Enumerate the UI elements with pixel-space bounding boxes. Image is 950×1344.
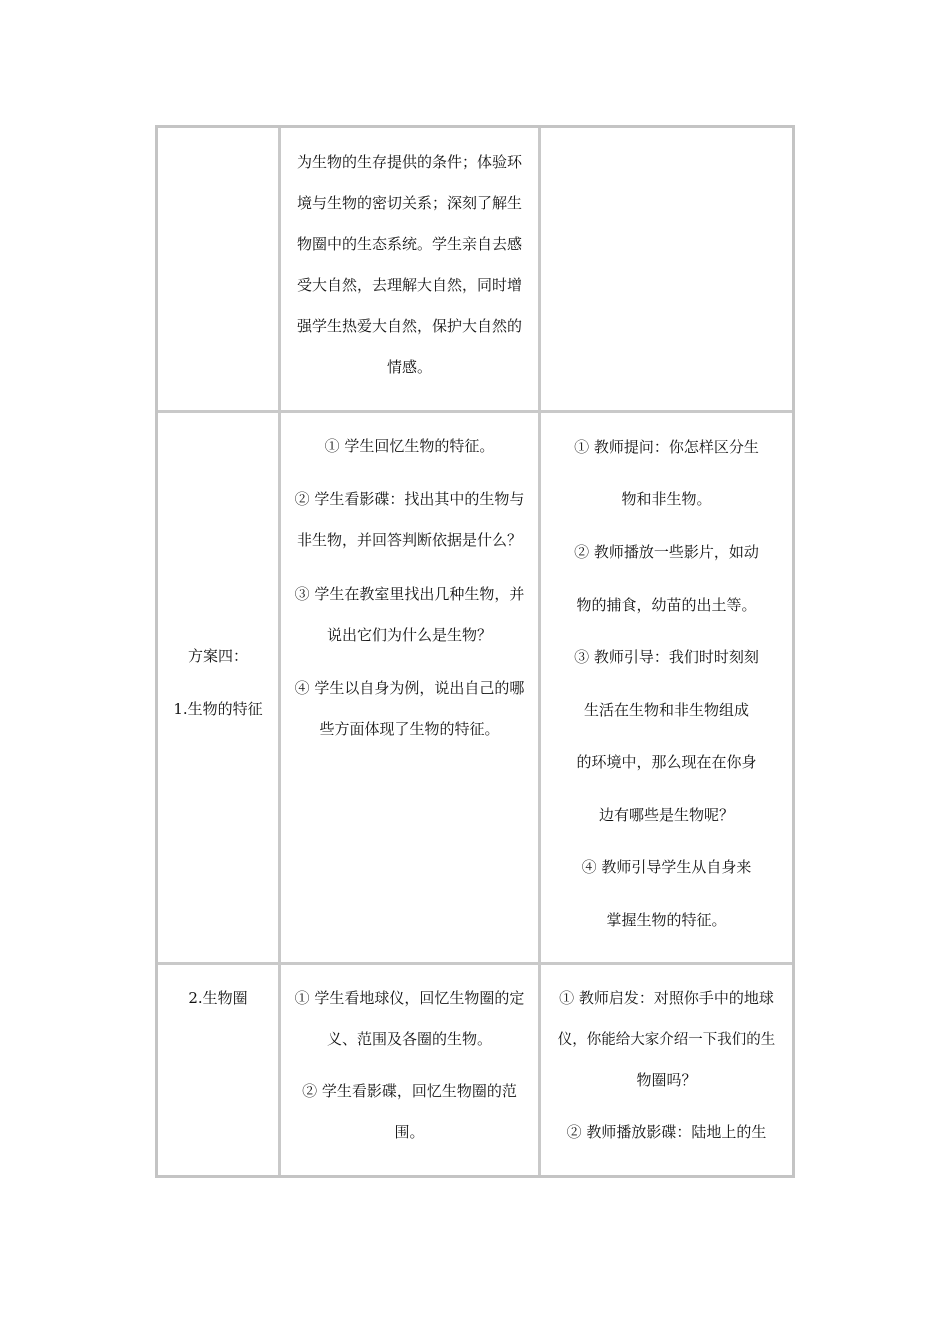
text-line: 围。 [394, 1123, 425, 1141]
text-line: ② 学生看影碟：找出其中的生物与 [294, 490, 525, 508]
text-line: ③ 教师引导：我们时时刻刻 [574, 648, 759, 666]
row3-label-cell [158, 965, 278, 1175]
text-line: 些方面体现了生物的特征。 [319, 720, 500, 738]
row2-label-cell [158, 413, 278, 962]
text-line: ④ 教师引导学生从自身来 [581, 858, 752, 876]
text-line: 生活在生物和非生物组成 [583, 701, 749, 719]
text-line: 边有哪些是生物呢？ [598, 806, 734, 824]
text-line: 说出它们为什么是生物？ [326, 626, 492, 644]
row2-student-cell [281, 413, 538, 962]
topic-label: 2.生物圈 [188, 989, 248, 1007]
text-line: 物圈中的生态系统。学生亲自去感 [296, 235, 522, 253]
row3-teacher-cell [541, 965, 792, 1175]
text-line: 为生物的生存提供的条件；体验环 [296, 153, 522, 171]
text-line: 义、范围及各圈的生物。 [326, 1030, 492, 1048]
text-line: 强学生热爱大自然，保护大自然的 [296, 317, 522, 335]
text-line: 仪，你能给大家介绍一下我们的生 [557, 1032, 776, 1048]
text-line: 情感。 [386, 358, 432, 376]
text-line: ② 学生看影碟，回忆生物圈的范 [302, 1082, 517, 1100]
text-line: ① 学生回忆生物的特征。 [324, 437, 495, 455]
row1-student-cell [281, 128, 538, 410]
text-line: 掌握生物的特征。 [606, 911, 727, 929]
lesson-plan-table [155, 125, 795, 1178]
text-line: 的环境中，那么现在在你身 [576, 753, 757, 771]
text-line: ① 教师启发：对照你手中的地球 [559, 989, 774, 1007]
text-line: ① 学生看地球仪，回忆生物圈的定 [294, 989, 525, 1007]
text-line: ② 教师播放一些影片，如动 [574, 543, 759, 561]
text-line: ④ 学生以自身为例，说出自己的哪 [294, 679, 525, 697]
topic-label: 1.生物的特征 [173, 700, 263, 718]
text-line: 物圈吗？ [636, 1071, 697, 1089]
row2-teacher-cell [541, 413, 792, 962]
plan-label: 方案四： [187, 647, 248, 665]
text-line: 非生物，并回答判断依据是什么？ [296, 531, 522, 549]
text-line: 境与生物的密切关系；深刻了解生 [296, 194, 522, 212]
text-line: ② 教师播放影碟：陆地上的生 [566, 1123, 767, 1141]
text-line: 物的捕食，幼苗的出土等。 [576, 596, 757, 614]
text-line: 受大自然，去理解大自然，同时增 [296, 276, 522, 294]
row3-student-cell [281, 965, 538, 1175]
text-line: ① 教师提问：你怎样区分生 [574, 438, 759, 456]
text-line: 物和非生物。 [621, 490, 712, 508]
text-line: ③ 学生在教室里找出几种生物，并 [294, 585, 525, 603]
